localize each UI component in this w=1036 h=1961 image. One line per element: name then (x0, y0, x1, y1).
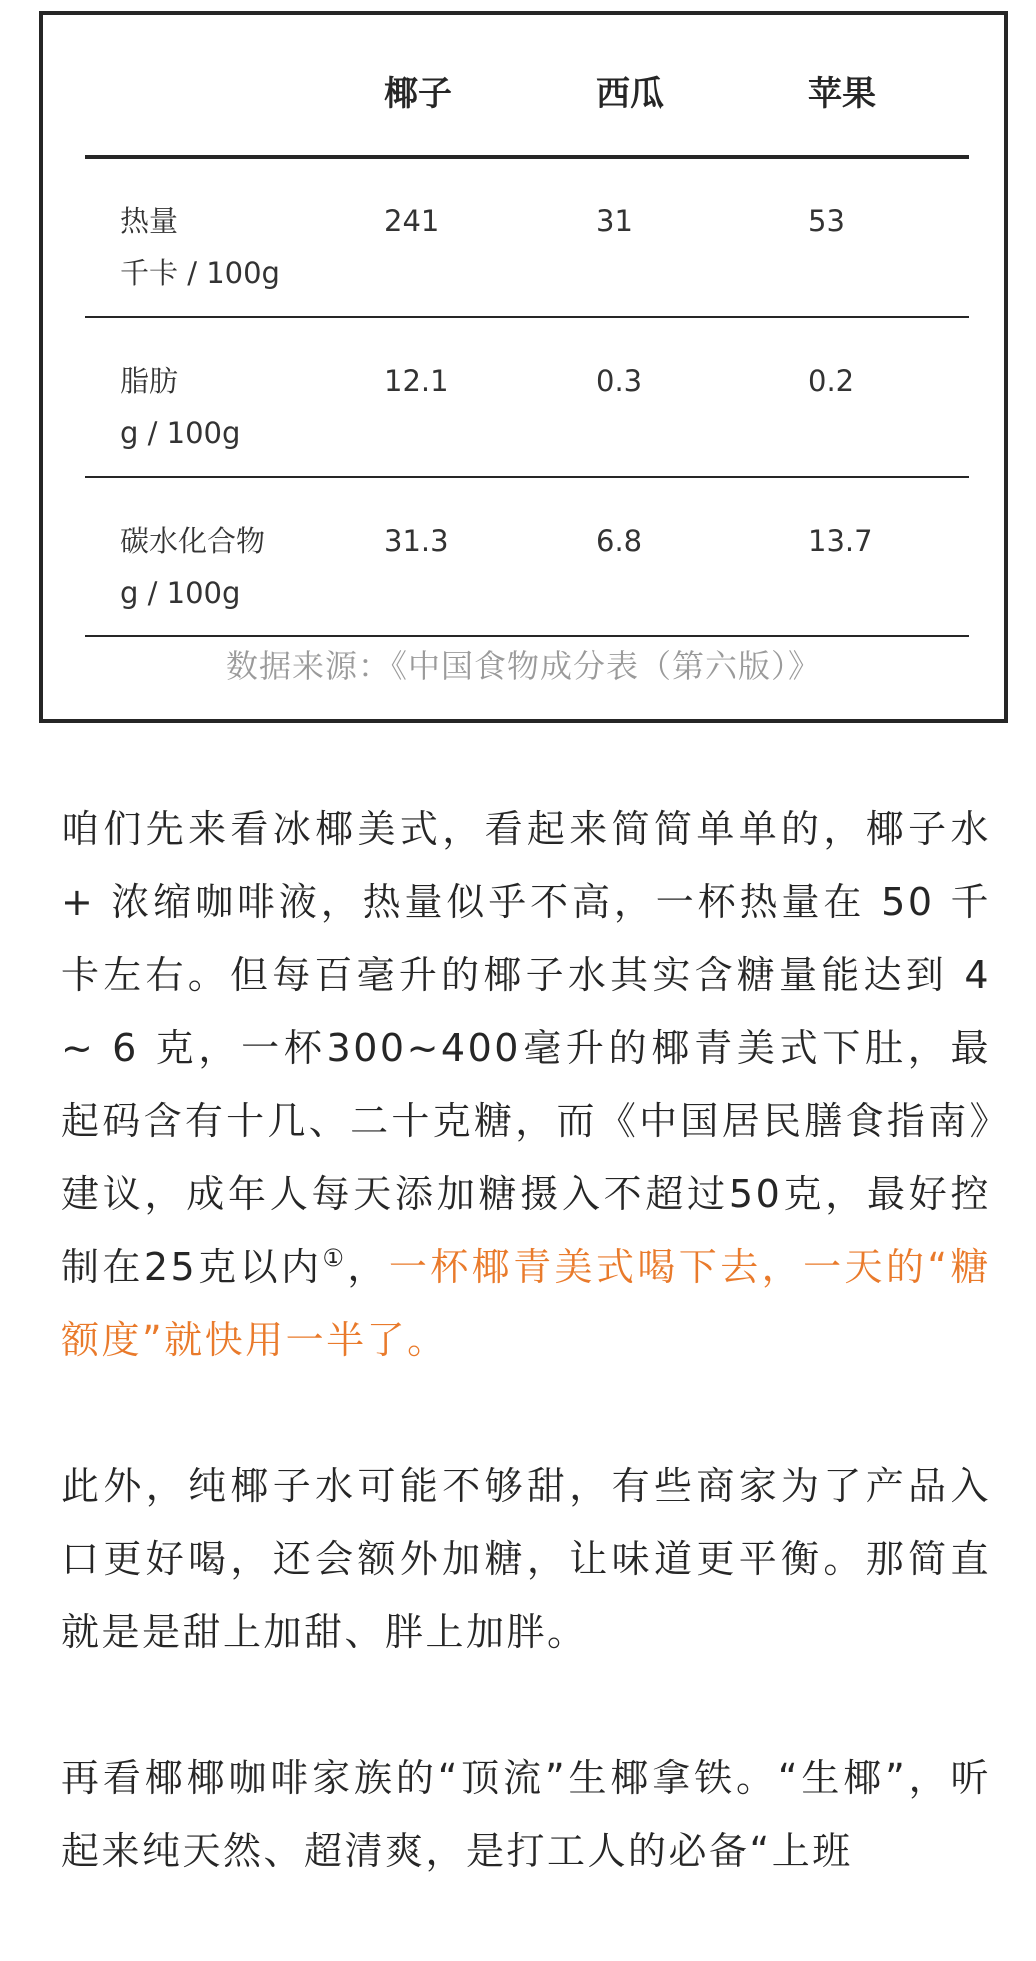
table-row-calories (43, 157, 1004, 317)
row-unit-text: g / 100g (120, 416, 241, 450)
cell-apple: 0.2 (808, 364, 855, 398)
paragraph-iced-coconut-americano (61, 793, 991, 1377)
row-label-carbs (120, 515, 265, 619)
row-label-text: 脂肪 (120, 364, 179, 398)
paragraph-added-sugar: 此外，纯椰子水可能不够甜，有些商家为了产品入口更好喝，还会额外加糖，让味道更平衡。那简直就是是甜上加甜、胖上加胖。 (61, 1464, 991, 1654)
table-row-fat (43, 317, 1004, 477)
column-header-coconut: 椰子 (384, 74, 452, 114)
row-label-calories (120, 195, 280, 299)
footnote-marker[interactable]: ① (322, 1244, 348, 1272)
paragraph-coconut-latte: 再看椰椰咖啡家族的“顶流”生椰拿铁。“生椰”，听起来纯天然、超清爽，是打工人的必备“上班 (61, 1756, 991, 1873)
nutrition-table (39, 11, 1008, 723)
column-header-watermelon: 西瓜 (596, 74, 664, 114)
cell-watermelon: 0.3 (596, 364, 643, 398)
row-label-text: 热量 (120, 204, 179, 238)
article-body (61, 793, 991, 1961)
highlighted-sentence: 一杯椰青美式喝下去，一天的“糖额度”就快用一半了。 (61, 1245, 991, 1362)
table-row-carbs (43, 477, 1004, 637)
paragraph-text: 咱们先来看冰椰美式，看起来简简单单的，椰子水 + 浓缩咖啡液，热量似乎不高，一杯热量在 50 千卡左右。但每百毫升的椰子水其实含糖量能达到 4 ~ 6 克，一杯300~400毫升的椰青美式下肚，最起码含有十几、二十克糖，而《中国居民膳食指南》建议，成年人每天添加糖摄入不超过50克，最好控制在25克以内 (61, 807, 991, 1289)
row-label-text: 碳水化合物 (120, 524, 266, 558)
table-bottom-rule (85, 635, 969, 637)
cell-coconut: 12.1 (384, 364, 449, 398)
paragraph-comma: ， (347, 1245, 389, 1289)
cell-watermelon: 6.8 (596, 524, 643, 558)
table-header (43, 15, 1004, 155)
cell-coconut: 31.3 (384, 524, 449, 558)
cell-coconut: 241 (384, 204, 440, 238)
table-source-note: 数据来源：《中国食物成分表（第六版）》 (225, 647, 821, 685)
column-header-apple: 苹果 (808, 74, 876, 114)
cell-apple: 53 (808, 204, 845, 238)
cell-watermelon: 31 (596, 204, 633, 238)
row-unit-text: 千卡 / 100g (120, 256, 280, 290)
cell-apple: 13.7 (808, 524, 873, 558)
row-unit-text: g / 100g (120, 576, 241, 610)
row-label-fat (120, 355, 240, 459)
